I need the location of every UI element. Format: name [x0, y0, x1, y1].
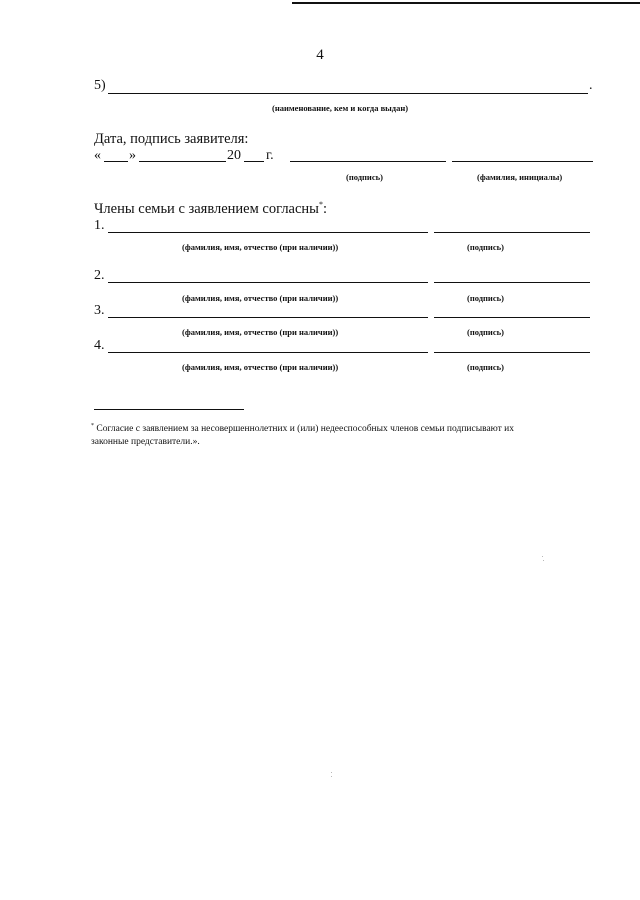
top-border-line [292, 2, 640, 4]
family-row-signature-line [434, 232, 590, 233]
family-row-name-line [108, 282, 428, 283]
date-sign-heading: Дата, подпись заявителя: [94, 131, 249, 147]
family-row-signature-caption: (подпись) [467, 242, 504, 252]
date-year-line [244, 161, 264, 162]
applicant-name-line [452, 161, 593, 162]
date-year-prefix: 20 [227, 148, 241, 163]
family-row-name-line [108, 317, 428, 318]
family-row-number: 3. [94, 303, 105, 318]
family-row-name-caption: (фамилия, имя, отчество (при наличии)) [182, 362, 339, 372]
family-heading-footnote-mark: * [318, 200, 323, 209]
family-row-signature-line [434, 352, 590, 353]
footnote-line-1 [91, 420, 611, 436]
family-row-name-line [108, 352, 428, 353]
family-row-number: 1. [94, 218, 105, 233]
applicant-signature-line [290, 161, 446, 162]
family-heading [94, 200, 327, 218]
date-quote-close: » [129, 148, 136, 163]
family-row-name-line [108, 232, 428, 233]
date-month-line [139, 161, 226, 162]
family-row-signature-caption: (подпись) [467, 362, 504, 372]
date-quote-open: « [94, 148, 101, 163]
scan-speck [331, 776, 332, 777]
family-row-signature-line [434, 317, 590, 318]
family-row-name-caption: (фамилия, имя, отчество (при наличии)) [182, 242, 339, 252]
family-row-number: 4. [94, 338, 105, 353]
page-number: 4 [316, 47, 324, 63]
scan-speck [331, 772, 332, 773]
footnote [91, 420, 611, 449]
footnote-mark: * [91, 423, 94, 429]
item-5-field-line [108, 93, 588, 94]
date-day-line [104, 161, 128, 162]
item-5-end-dot: . [589, 78, 593, 93]
footnote-separator [94, 409, 244, 410]
date-year-suffix: г. [266, 148, 274, 163]
family-row-number: 2. [94, 268, 105, 283]
family-heading-colon: : [322, 200, 327, 217]
footnote-text-2: законные представители.». [91, 437, 200, 448]
footnote-text-1: Согласие с заявлением за несовершеннолетних и (или) недееспособных членов семьи подписывают их [96, 424, 514, 435]
scan-speck [542, 556, 543, 557]
applicant-name-caption: (фамилия, инициалы) [477, 172, 563, 182]
family-row-signature-line [434, 282, 590, 283]
family-heading-text: Члены семьи с заявлением согласны [94, 200, 319, 217]
family-row-name-caption: (фамилия, имя, отчество (при наличии)) [182, 327, 339, 337]
item-5-caption: (наименование, кем и когда выдан) [272, 103, 409, 113]
family-row-signature-caption: (подпись) [467, 327, 504, 337]
applicant-signature-caption: (подпись) [346, 172, 383, 182]
family-row-name-caption: (фамилия, имя, отчество (при наличии)) [182, 293, 339, 303]
item-5-number: 5) [94, 78, 106, 93]
family-row-signature-caption: (подпись) [467, 293, 504, 303]
scan-speck [543, 560, 544, 561]
